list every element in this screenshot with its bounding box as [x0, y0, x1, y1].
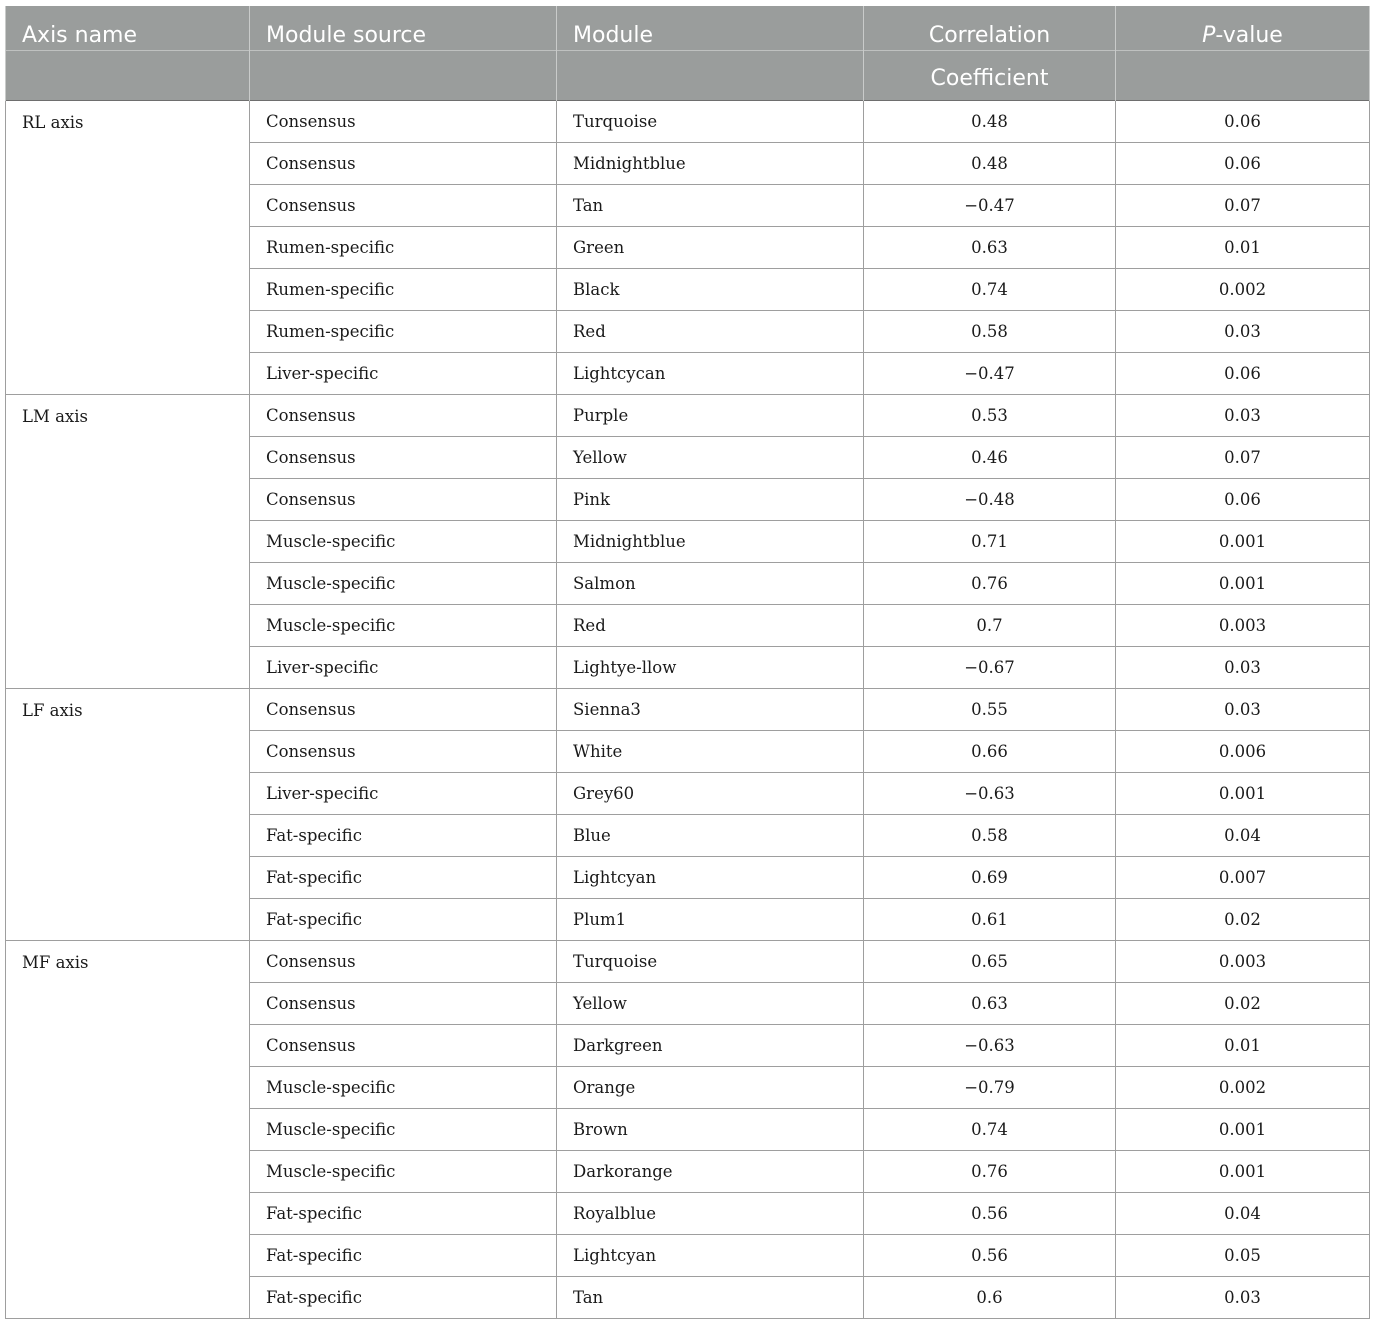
module-cell: Lightye-llow [557, 647, 864, 689]
p-value-cell: 0.001 [1116, 563, 1370, 605]
module-source-cell: Rumen-specific [250, 269, 557, 311]
correlation-coefficient-cell: 0.71 [864, 521, 1116, 563]
module-source-cell: Muscle-specific [250, 563, 557, 605]
p-value-cell: 0.03 [1116, 1277, 1370, 1319]
table-row [6, 395, 1370, 437]
correlation-coefficient-cell: −0.47 [864, 353, 1116, 395]
module-source-cell: Muscle-specific [250, 1109, 557, 1151]
p-value-cell: 0.007 [1116, 857, 1370, 899]
module-cell: Blue [557, 815, 864, 857]
correlation-coefficient-cell: 0.76 [864, 563, 1116, 605]
correlation-coefficient-cell: −0.48 [864, 479, 1116, 521]
table-header [6, 6, 1370, 101]
correlation-coefficient-cell: 0.58 [864, 311, 1116, 353]
p-value-cell: 0.01 [1116, 227, 1370, 269]
p-value-cell: 0.002 [1116, 269, 1370, 311]
table-row [6, 941, 1370, 983]
p-value-cell: 0.03 [1116, 395, 1370, 437]
correlation-coefficient-cell: 0.48 [864, 143, 1116, 185]
p-value-cell: 0.001 [1116, 521, 1370, 563]
axis-name-cell: RL axis [6, 101, 250, 395]
module-source-cell: Fat-specific [250, 899, 557, 941]
header-correlation-coefficient: Correlation Coefficient [864, 6, 1116, 101]
module-source-cell: Fat-specific [250, 1277, 557, 1319]
module-cell: Red [557, 311, 864, 353]
p-value-cell: 0.001 [1116, 1109, 1370, 1151]
correlation-coefficient-cell: 0.58 [864, 815, 1116, 857]
p-value-cell: 0.07 [1116, 437, 1370, 479]
header-row [6, 6, 1370, 101]
module-cell: Brown [557, 1109, 864, 1151]
module-source-cell: Fat-specific [250, 857, 557, 899]
module-cell: Salmon [557, 563, 864, 605]
module-source-cell: Consensus [250, 101, 557, 143]
module-source-cell: Fat-specific [250, 1235, 557, 1277]
module-source-cell: Muscle-specific [250, 1067, 557, 1109]
correlation-coefficient-cell: −0.79 [864, 1067, 1116, 1109]
correlation-coefficient-cell: 0.61 [864, 899, 1116, 941]
module-cell: Orange [557, 1067, 864, 1109]
module-correlation-table [5, 6, 1370, 1319]
p-value-cell: 0.07 [1116, 185, 1370, 227]
p-value-cell: 0.06 [1116, 353, 1370, 395]
header-axis-name: Axis name [6, 6, 250, 101]
p-value-cell: 0.03 [1116, 689, 1370, 731]
p-value-cell: 0.04 [1116, 1193, 1370, 1235]
module-cell: Purple [557, 395, 864, 437]
module-source-cell: Liver-specific [250, 647, 557, 689]
module-source-cell: Consensus [250, 941, 557, 983]
module-cell: Turquoise [557, 101, 864, 143]
module-cell: Yellow [557, 437, 864, 479]
correlation-coefficient-cell: 0.56 [864, 1235, 1116, 1277]
module-source-cell: Consensus [250, 395, 557, 437]
correlation-coefficient-cell: −0.63 [864, 1025, 1116, 1067]
module-cell: Lightcyan [557, 857, 864, 899]
correlation-coefficient-cell: 0.56 [864, 1193, 1116, 1235]
p-value-cell: 0.001 [1116, 1151, 1370, 1193]
correlation-coefficient-cell: −0.63 [864, 773, 1116, 815]
p-value-cell: 0.03 [1116, 647, 1370, 689]
module-source-cell: Muscle-specific [250, 1151, 557, 1193]
correlation-coefficient-cell: 0.74 [864, 269, 1116, 311]
p-value-cell: 0.06 [1116, 479, 1370, 521]
p-value-cell: 0.02 [1116, 983, 1370, 1025]
module-cell: Sienna3 [557, 689, 864, 731]
correlation-coefficient-cell: 0.74 [864, 1109, 1116, 1151]
correlation-coefficient-cell: 0.6 [864, 1277, 1116, 1319]
module-cell: Plum1 [557, 899, 864, 941]
correlation-coefficient-cell: 0.48 [864, 101, 1116, 143]
module-cell: Tan [557, 1277, 864, 1319]
p-value-cell: 0.06 [1116, 101, 1370, 143]
module-source-cell: Rumen-specific [250, 227, 557, 269]
module-cell: Tan [557, 185, 864, 227]
p-value-cell: 0.003 [1116, 605, 1370, 647]
module-source-cell: Fat-specific [250, 815, 557, 857]
p-value-cell: 0.04 [1116, 815, 1370, 857]
correlation-coefficient-cell: 0.53 [864, 395, 1116, 437]
header-module-source: Module source [250, 6, 557, 101]
module-cell: Royalblue [557, 1193, 864, 1235]
module-cell: Pink [557, 479, 864, 521]
correlation-coefficient-cell: −0.67 [864, 647, 1116, 689]
module-cell: Red [557, 605, 864, 647]
p-value-cell: 0.006 [1116, 731, 1370, 773]
module-cell: Black [557, 269, 864, 311]
module-source-cell: Liver-specific [250, 773, 557, 815]
module-cell: Darkgreen [557, 1025, 864, 1067]
correlation-coefficient-cell: −0.47 [864, 185, 1116, 227]
module-source-cell: Consensus [250, 689, 557, 731]
axis-name-cell: MF axis [6, 941, 250, 1319]
p-value-cell: 0.002 [1116, 1067, 1370, 1109]
module-cell: Midnightblue [557, 143, 864, 185]
module-source-cell: Fat-specific [250, 1193, 557, 1235]
correlation-coefficient-cell: 0.63 [864, 983, 1116, 1025]
module-source-cell: Consensus [250, 185, 557, 227]
module-source-cell: Consensus [250, 983, 557, 1025]
axis-name-cell: LM axis [6, 395, 250, 689]
correlation-coefficient-cell: 0.76 [864, 1151, 1116, 1193]
module-source-cell: Consensus [250, 1025, 557, 1067]
correlation-coefficient-cell: 0.46 [864, 437, 1116, 479]
module-source-cell: Consensus [250, 437, 557, 479]
p-value-cell: 0.01 [1116, 1025, 1370, 1067]
module-cell: Grey60 [557, 773, 864, 815]
module-cell: White [557, 731, 864, 773]
p-value-cell: 0.03 [1116, 311, 1370, 353]
table-body [6, 101, 1370, 1319]
module-cell: Turquoise [557, 941, 864, 983]
module-source-cell: Consensus [250, 143, 557, 185]
axis-name-cell: LF axis [6, 689, 250, 941]
module-cell: Lightcycan [557, 353, 864, 395]
module-source-cell: Rumen-specific [250, 311, 557, 353]
correlation-coefficient-cell: 0.63 [864, 227, 1116, 269]
header-module: Module [557, 6, 864, 101]
module-cell: Midnightblue [557, 521, 864, 563]
module-cell: Green [557, 227, 864, 269]
p-value-cell: 0.06 [1116, 143, 1370, 185]
module-source-cell: Muscle-specific [250, 521, 557, 563]
module-cell: Darkorange [557, 1151, 864, 1193]
p-value-cell: 0.02 [1116, 899, 1370, 941]
p-value-cell: 0.001 [1116, 773, 1370, 815]
module-source-cell: Liver-specific [250, 353, 557, 395]
correlation-coefficient-cell: 0.66 [864, 731, 1116, 773]
p-value-cell: 0.05 [1116, 1235, 1370, 1277]
module-source-cell: Consensus [250, 479, 557, 521]
p-value-cell: 0.003 [1116, 941, 1370, 983]
table-row [6, 689, 1370, 731]
correlation-coefficient-cell: 0.65 [864, 941, 1116, 983]
correlation-coefficient-cell: 0.69 [864, 857, 1116, 899]
module-cell: Yellow [557, 983, 864, 1025]
header-p-value: P-value [1116, 6, 1370, 101]
correlation-coefficient-cell: 0.55 [864, 689, 1116, 731]
table-row [6, 101, 1370, 143]
correlation-coefficient-cell: 0.7 [864, 605, 1116, 647]
module-source-cell: Muscle-specific [250, 605, 557, 647]
module-cell: Lightcyan [557, 1235, 864, 1277]
module-source-cell: Consensus [250, 731, 557, 773]
